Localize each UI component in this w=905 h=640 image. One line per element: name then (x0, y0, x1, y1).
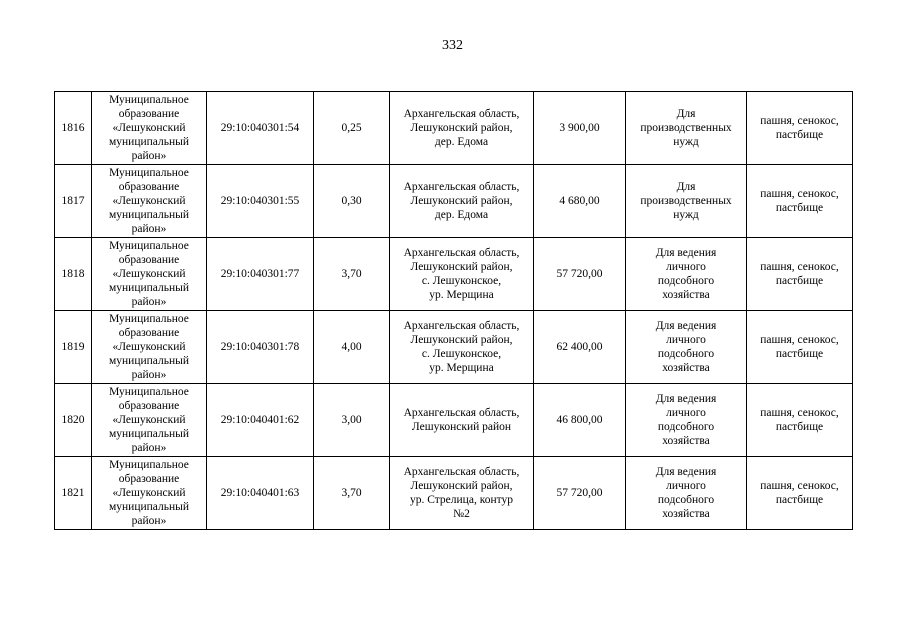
owner-line: образование (118, 400, 180, 412)
page-number: 332 (442, 38, 463, 53)
permitted-use-line: хозяйства (662, 289, 710, 301)
address-line: Лешуконский район, (410, 195, 513, 207)
owner-line: район» (131, 442, 167, 454)
owner-line: Муниципальное (109, 386, 189, 398)
address-line: с. Лешуконское, (421, 348, 502, 360)
owner-line: «Лешуконский (112, 341, 186, 353)
row-number-cell: 1821 (55, 457, 92, 530)
owner-line: муниципальный (108, 501, 190, 513)
price-cell: 46 800,00 (534, 384, 626, 457)
land-type-line: пастбище (775, 202, 824, 214)
owner-line: «Лешуконский (112, 268, 186, 280)
land-type-line: пашня, сенокос, (760, 261, 839, 273)
address-line: Лешуконский район, (410, 122, 513, 134)
area-cell: 0,25 (314, 92, 390, 165)
owner-line: муниципальный (108, 282, 190, 294)
table-row (55, 165, 853, 238)
permitted-use-cell (626, 165, 747, 238)
owner-line: муниципальный (108, 355, 190, 367)
owner-line: образование (118, 327, 180, 339)
permitted-use-line: Для ведения (655, 466, 717, 478)
address-line: Лешуконский район, (410, 334, 513, 346)
owner-line: «Лешуконский (112, 487, 186, 499)
owner-line: образование (118, 108, 180, 120)
address-cell (390, 457, 534, 530)
area-cell: 4,00 (314, 311, 390, 384)
owner-line: район» (131, 296, 167, 308)
area-cell: 3,70 (314, 238, 390, 311)
address-cell (390, 165, 534, 238)
owner-line: муниципальный (108, 209, 190, 221)
row-number-cell: 1818 (55, 238, 92, 311)
cadastral-number-cell: 29:10:040301:77 (207, 238, 314, 311)
table-row (55, 238, 853, 311)
permitted-use-line: Для ведения (655, 320, 717, 332)
permitted-use-line: хозяйства (662, 508, 710, 520)
land-type-line: пастбище (775, 421, 824, 433)
address-line: Лешуконский район (411, 421, 512, 433)
area-cell: 3,00 (314, 384, 390, 457)
permitted-use-line: хозяйства (662, 362, 710, 374)
owner-line: Муниципальное (109, 167, 189, 179)
land-type-line: пастбище (775, 494, 824, 506)
land-type-line: пастбище (775, 348, 824, 360)
land-type-cell (747, 92, 853, 165)
owner-cell (92, 92, 207, 165)
cadastral-number-cell: 29:10:040401:63 (207, 457, 314, 530)
address-line: Архангельская область, (403, 407, 520, 419)
address-cell (390, 92, 534, 165)
address-line: Архангельская область, (403, 320, 520, 332)
cadastral-number-cell: 29:10:040301:55 (207, 165, 314, 238)
address-cell (390, 384, 534, 457)
cadastral-number-cell: 29:10:040301:54 (207, 92, 314, 165)
permitted-use-line: личного (666, 261, 706, 273)
table-row (55, 384, 853, 457)
cadastral-number-cell: 29:10:040401:62 (207, 384, 314, 457)
owner-cell (92, 384, 207, 457)
owner-line: Муниципальное (109, 240, 189, 252)
price-cell: 4 680,00 (534, 165, 626, 238)
permitted-use-line: хозяйства (662, 435, 710, 447)
land-type-line: пашня, сенокос, (760, 188, 839, 200)
land-type-line: пашня, сенокос, (760, 480, 839, 492)
permitted-use-line: подсобного (657, 494, 715, 506)
row-number-cell: 1819 (55, 311, 92, 384)
area-cell: 3,70 (314, 457, 390, 530)
owner-line: Муниципальное (109, 313, 189, 325)
permitted-use-line: личного (666, 480, 706, 492)
table-row (55, 92, 853, 165)
owner-cell (92, 311, 207, 384)
owner-line: Муниципальное (109, 94, 189, 106)
land-plots-table (54, 91, 853, 530)
address-cell (390, 238, 534, 311)
owner-line: образование (118, 181, 180, 193)
owner-cell (92, 457, 207, 530)
row-number-cell: 1816 (55, 92, 92, 165)
address-line: ур. Мерщина (429, 289, 494, 301)
address-line: с. Лешуконское, (421, 275, 502, 287)
price-cell: 57 720,00 (534, 457, 626, 530)
price-cell: 62 400,00 (534, 311, 626, 384)
owner-line: район» (131, 515, 167, 527)
land-type-cell (747, 165, 853, 238)
address-line: Архангельская область, (403, 108, 520, 120)
address-line: Лешуконский район, (410, 480, 513, 492)
area-cell: 0,30 (314, 165, 390, 238)
owner-line: муниципальный (108, 428, 190, 440)
owner-line: муниципальный (108, 136, 190, 148)
land-type-line: пастбище (775, 129, 824, 141)
address-line: Архангельская область, (403, 247, 520, 259)
owner-line: район» (131, 150, 167, 162)
price-cell: 3 900,00 (534, 92, 626, 165)
permitted-use-cell (626, 92, 747, 165)
address-line: дер. Едома (434, 209, 489, 221)
permitted-use-line: нужд (673, 136, 699, 148)
owner-line: «Лешуконский (112, 414, 186, 426)
permitted-use-line: подсобного (657, 275, 715, 287)
permitted-use-line: Для (676, 181, 696, 193)
permitted-use-line: Для ведения (655, 247, 717, 259)
land-type-line: пашня, сенокос, (760, 407, 839, 419)
permitted-use-line: Для (676, 108, 696, 120)
address-line: Архангельская область, (403, 181, 520, 193)
address-line: №2 (453, 508, 470, 520)
table-row (55, 457, 853, 530)
owner-line: «Лешуконский (112, 122, 186, 134)
address-line: ур. Стрелица, контур (410, 494, 513, 506)
permitted-use-line: личного (666, 407, 706, 419)
permitted-use-line: нужд (673, 209, 699, 221)
land-type-cell (747, 238, 853, 311)
table-body (55, 92, 853, 530)
permitted-use-line: производственных (640, 195, 732, 207)
address-line: Архангельская область, (403, 466, 520, 478)
land-type-cell (747, 384, 853, 457)
row-number-cell: 1817 (55, 165, 92, 238)
owner-line: образование (118, 473, 180, 485)
owner-line: образование (118, 254, 180, 266)
owner-line: «Лешуконский (112, 195, 186, 207)
owner-line: Муниципальное (109, 459, 189, 471)
permitted-use-line: подсобного (657, 348, 715, 360)
land-type-cell (747, 311, 853, 384)
owner-cell (92, 238, 207, 311)
address-line: дер. Едома (434, 136, 489, 148)
owner-line: район» (131, 223, 167, 235)
permitted-use-cell (626, 384, 747, 457)
permitted-use-line: производственных (640, 122, 732, 134)
permitted-use-line: Для ведения (655, 393, 717, 405)
price-cell: 57 720,00 (534, 238, 626, 311)
land-type-line: пастбище (775, 275, 824, 287)
land-type-line: пашня, сенокос, (760, 334, 839, 346)
permitted-use-cell (626, 311, 747, 384)
owner-line: район» (131, 369, 167, 381)
address-line: Лешуконский район, (410, 261, 513, 273)
cadastral-number-cell: 29:10:040301:78 (207, 311, 314, 384)
table-row (55, 311, 853, 384)
permitted-use-line: подсобного (657, 421, 715, 433)
permitted-use-cell (626, 457, 747, 530)
owner-cell (92, 165, 207, 238)
row-number-cell: 1820 (55, 384, 92, 457)
permitted-use-cell (626, 238, 747, 311)
land-type-line: пашня, сенокос, (760, 115, 839, 127)
address-cell (390, 311, 534, 384)
address-line: ур. Мерщина (429, 362, 494, 374)
land-type-cell (747, 457, 853, 530)
permitted-use-line: личного (666, 334, 706, 346)
